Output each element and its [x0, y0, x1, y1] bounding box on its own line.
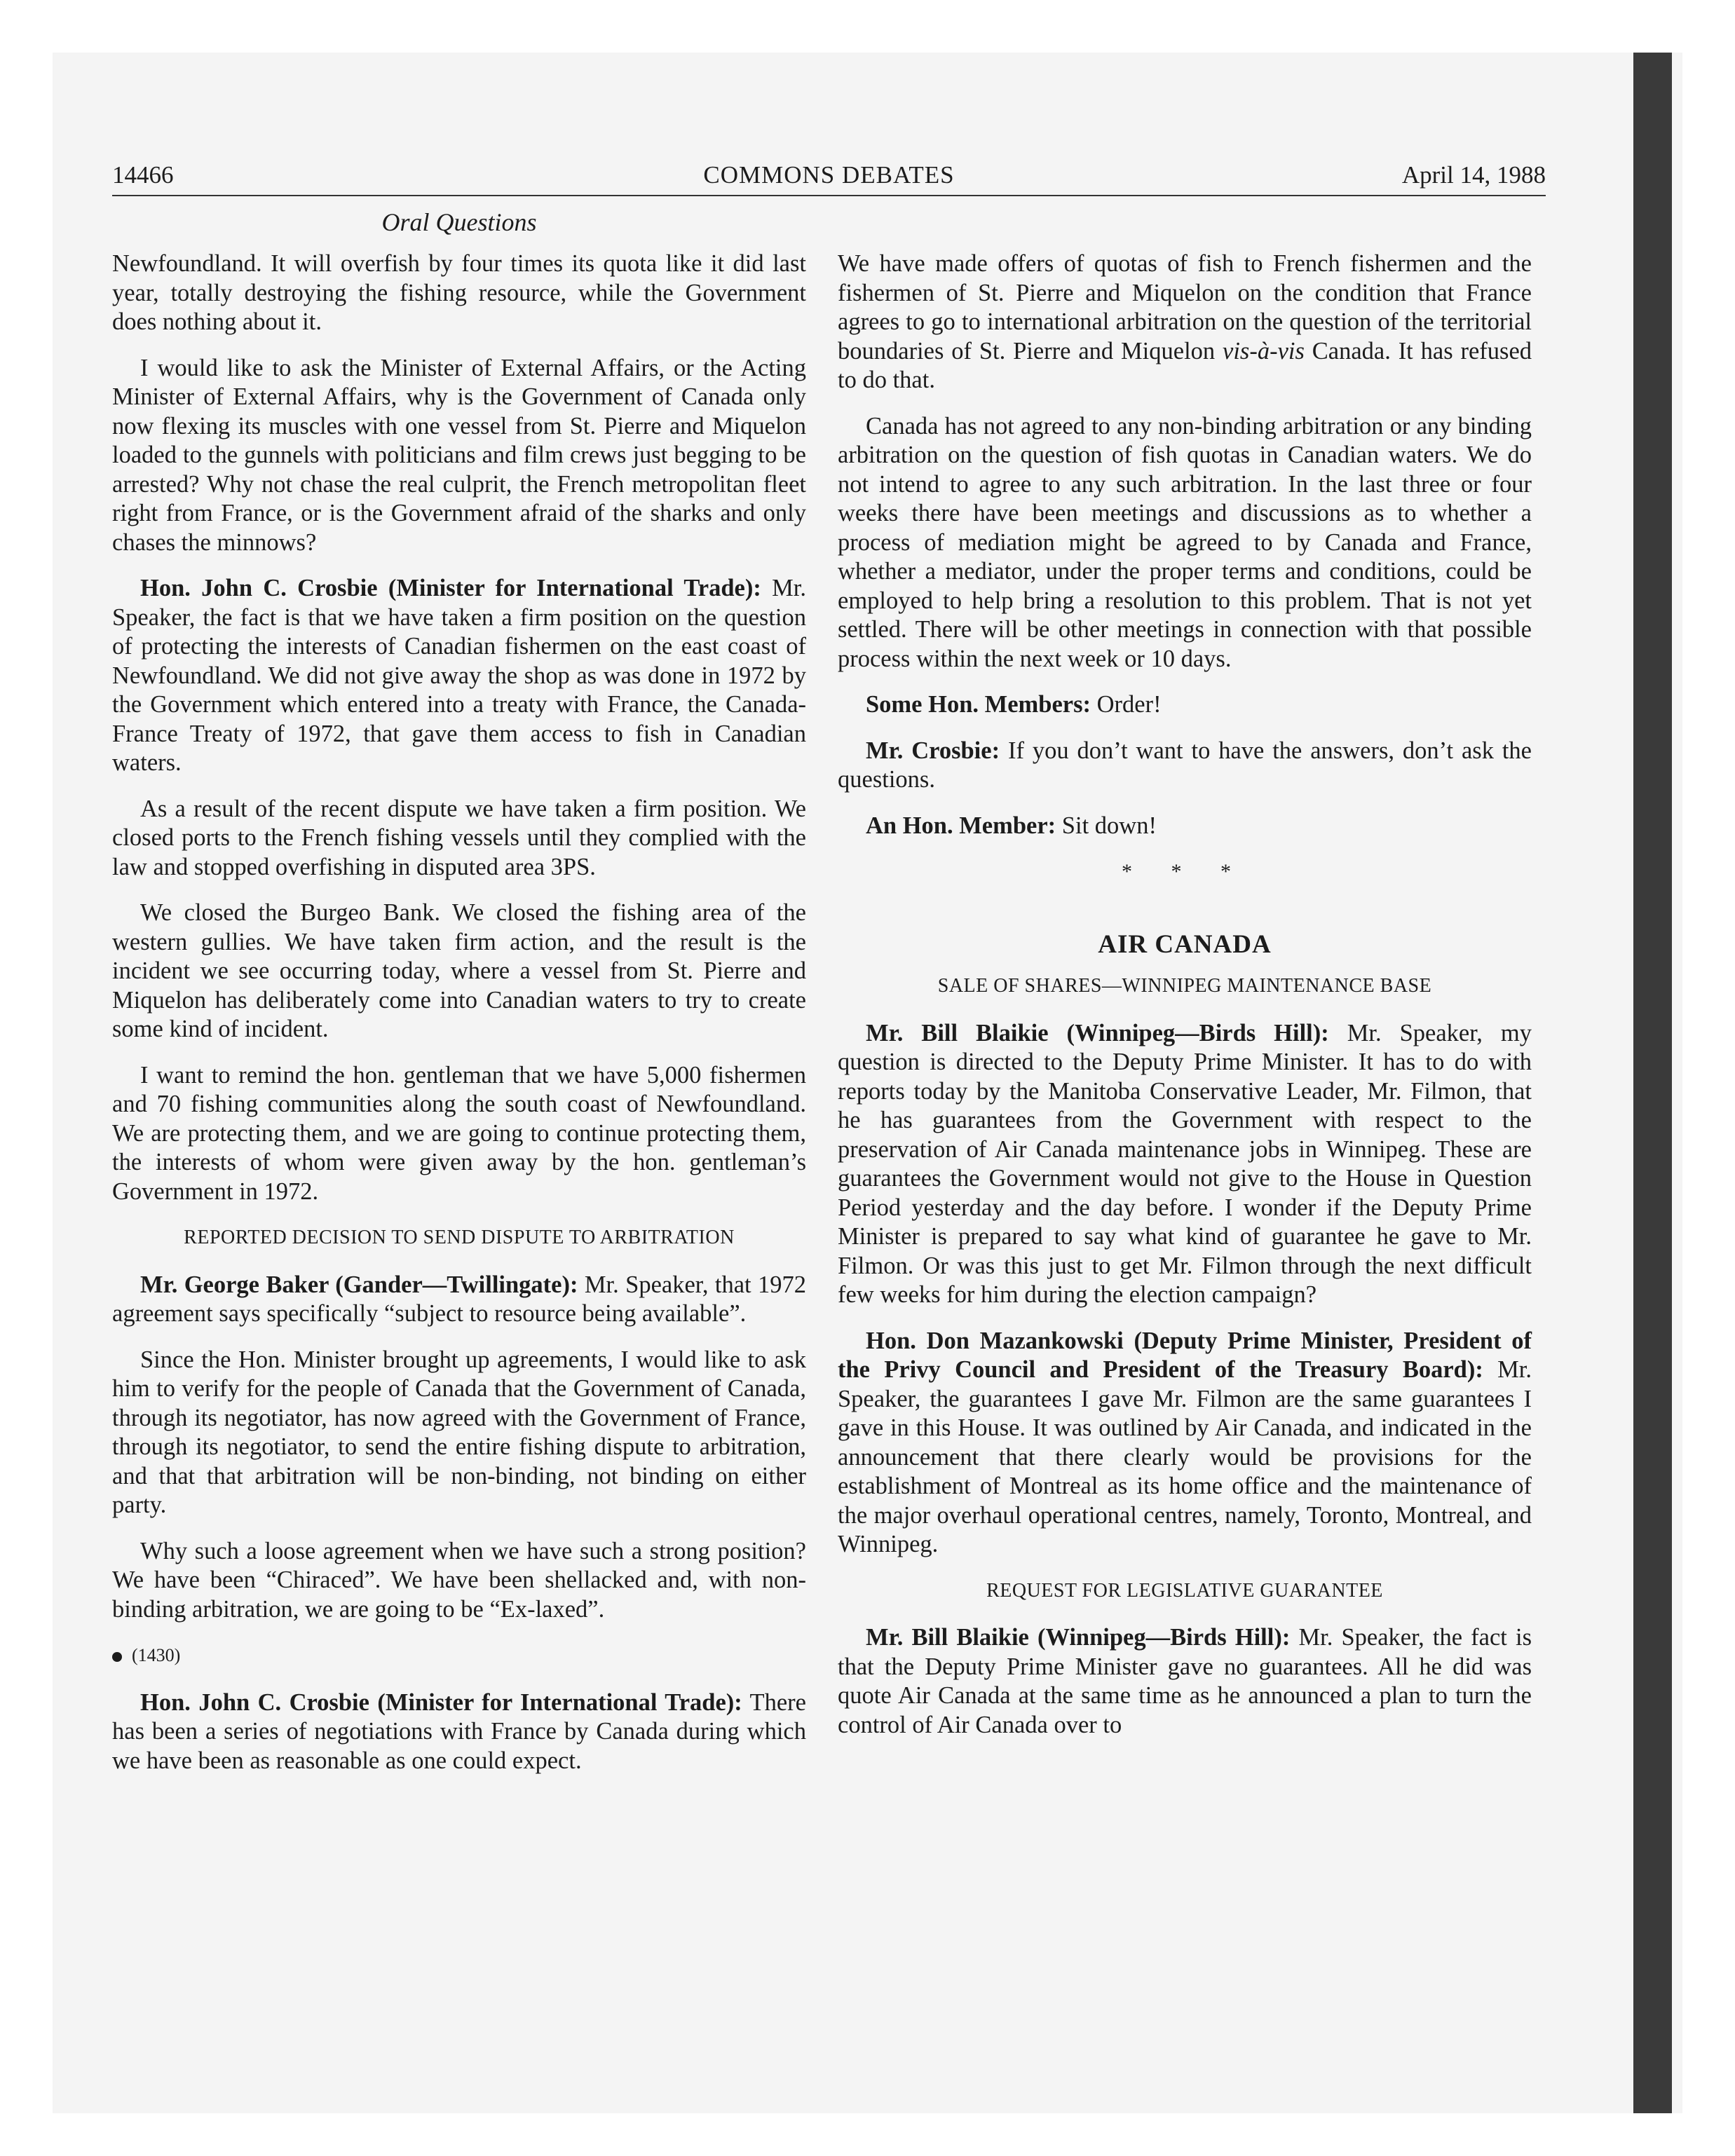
paragraph — [838, 1623, 1532, 1740]
speaker-name: Mr. Crosbie: — [866, 737, 1000, 764]
header-date: April 14, 1988 — [1401, 161, 1546, 189]
speech-text: Order! — [1096, 691, 1162, 718]
speaker-name: Hon. John C. Crosbie (Minister for International Trade): — [140, 1688, 742, 1716]
paragraph — [838, 737, 1532, 795]
speech-text: There has been a series of negotiations with France by Canada during which we have been as reasonable as one could expect. — [112, 1688, 806, 1774]
bullet-icon — [112, 1652, 122, 1662]
paragraph — [838, 250, 1532, 395]
paragraph: Canada has not agreed to any non-binding arbitration or any binding arbitration on the question of fish quotas in Canadian waters. We do not intend to agree to any such arbitration. In the last three or four weeks there have been meetings and discussions as to whether a process of mediation might be agreed to by Canada and France, whether a mediator, under the proper terms and conditions, could be employed to help bring a resolution to this problem. That is not yet settled. There will be other meetings in connection with that possible process within the next week or 10 days. — [838, 412, 1532, 672]
paragraph: We closed the Burgeo Bank. We closed the fishing area of the western gullies. We have taken firm action, and the result is the incident we see occurring today, where a vessel from St. Pierre and Miquelon has deliberately come into Canadian waters to try to create some kind of incident. — [112, 899, 806, 1042]
speech-text: Canada. It has refused to do that. — [838, 337, 1532, 393]
subheading: SALE OF SHARES—WINNIPEG MAINTENANCE BASE — [937, 975, 1432, 997]
paragraph — [112, 1688, 806, 1776]
section-heading: Oral Questions — [381, 208, 537, 236]
page-number: 14466 — [112, 161, 174, 189]
time-marker — [112, 1641, 806, 1670]
publication-title: COMMONS DEBATES — [703, 161, 955, 189]
section-separator: * * * — [1122, 860, 1248, 883]
subheading: REPORTED DECISION TO SEND DISPUTE TO ARBITRATION — [184, 1227, 735, 1248]
speech-text: Mr. Speaker, the fact is that the Deputy Prime Minister gave no guarantees. All he did was quote Air Canada at the same time as he announced a plan to turn the control of Air Canada over to — [838, 1624, 1532, 1738]
paragraph: As a result of the recent dispute we have taken a firm position. We closed ports to the French fishing vessels until they complied with the law and stopped overfishing in disputed area 3PS. — [112, 795, 806, 880]
speaker-name: Hon. Don Mazankowski (Deputy Prime Minister, President of the Privy Council and President of the Treasury Board): — [838, 1327, 1532, 1383]
subject-heading: AIR CANADA — [1098, 929, 1272, 959]
paragraph: Newfoundland. It will overfish by four times its quota like it did last year, totally destroying the fishing resource, while the Government does nothing about it. — [112, 250, 806, 335]
scan-edge-shadow — [1633, 53, 1672, 2113]
speech-text: Mr. Speaker, my question is directed to the Deputy Prime Minister. It has to do with reports today by the Manitoba Conservative Leader, Mr. Filmon, that he has guarantees from the Government with respect to the preservation of Air Canada maintenance jobs in Winnipeg. These are guarantees the Government would not give to the House in Question Period yesterday and the day before. I wonder if the Deputy Prime Minister is prepared to say what kind of guarantee he gave to Mr. Filmon. Or was this just to get Mr. Filmon through the next difficult few weeks for him during the election campaign? — [838, 1019, 1532, 1308]
time-stamp: (1430) — [132, 1645, 181, 1665]
paragraph — [112, 1271, 806, 1329]
speaker-name: Mr. Bill Blaikie (Winnipeg—Birds Hill): — [866, 1624, 1291, 1651]
right-column — [838, 250, 1532, 1756]
paragraph — [838, 1327, 1532, 1560]
speaker-name: An Hon. Member: — [866, 812, 1056, 839]
paragraph: I want to remind the hon. gentleman that we have 5,000 fishermen and 70 fishing communities along the south coast of Newfoundland. We are protecting them, and we are going to continue protecting them, the interests of whom were given away by the hon. gentleman’s Government in 1972. — [112, 1061, 806, 1205]
speaker-name: Some Hon. Members: — [866, 691, 1091, 718]
speaker-name: Mr. George Baker (Gander—Twillingate): — [140, 1271, 578, 1298]
speaker-name: Mr. Bill Blaikie (Winnipeg—Birds Hill): — [866, 1019, 1329, 1046]
speech-text: We have made offers of quotas of fish to French fishermen and the fishermen of St. Pierre and Miquelon on the condition that France agrees to go to international arbitration on the question of the territorial boundaries of St. Pierre and Miquelon — [838, 250, 1532, 364]
speech-text: If you don’t want to have the answers, don’t ask the questions. — [838, 737, 1532, 793]
paragraph — [112, 574, 806, 778]
speech-text: Mr. Speaker, the fact is that we have taken a firm position on the question of protecting the interests of Canadian fishermen on the east coast of Newfoundland. We did not give away the shop as was done in 1972 by the Government which entered into a treaty with France, the Canada-France Treaty of 1972, that gave them access to fish in Canadian waters. — [112, 575, 807, 776]
paragraph: Since the Hon. Minister brought up agreements, I would like to ask him to verify for the people of Canada that the Government of Canada, through its negotiator, has now agreed with the Government of France, through its negotiator, to send the entire fishing dispute to arbitration, and that that arbitration will be non-binding, not binding on either party. — [112, 1346, 806, 1518]
paragraph: I would like to ask the Minister of External Affairs, or the Acting Minister of External Affairs, why is the Government of Canada only now flexing its muscles with one vessel from St. Pierre and Miquelon loaded to the gunnels with politicians and film crews just begging to be arrested? Why not chase the real culprit, the French metropolitan fleet right from France, or is the Government afraid of the sharks and only chases the minnows? — [112, 354, 806, 556]
speaker-name: Hon. John C. Crosbie (Minister for International Trade): — [140, 575, 761, 601]
italic-phrase: vis-à-vis — [1223, 337, 1305, 364]
paragraph — [838, 812, 1532, 841]
left-column — [112, 250, 806, 1792]
subheading: REQUEST FOR LEGISLATIVE GUARANTEE — [986, 1579, 1383, 1602]
paragraph — [838, 690, 1532, 720]
speech-text: Mr. Speaker, that 1972 agreement says specifically “subject to resource being available”. — [112, 1271, 806, 1327]
paragraph — [838, 1019, 1532, 1310]
speech-text: Sit down! — [1061, 812, 1157, 839]
paragraph: Why such a loose agreement when we have such a strong position? We have been “Chiraced”. We have been shellacked and, with non-binding arbitration, we are going to be “Ex-laxed”. — [112, 1537, 806, 1623]
speech-text: Mr. Speaker, the guarantees I gave Mr. Filmon are the same guarantees I gave in this House. It was outlined by Air Canada, and indicated in the announcement that there clearly would be provisions for the establishment of Montreal as its home office and the maintenance of the major overhaul operational centres, namely, Toronto, Montreal, and Winnipeg. — [838, 1356, 1532, 1557]
running-header — [112, 160, 1546, 196]
